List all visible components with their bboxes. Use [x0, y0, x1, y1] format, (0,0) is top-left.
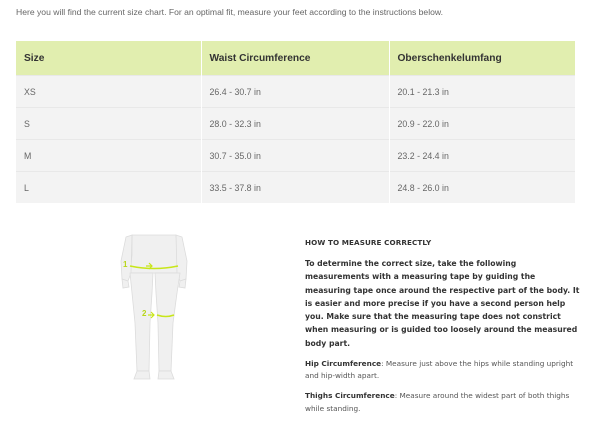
hip-text: : Measure just above the hips while standing upright and hip-width apart. [305, 359, 574, 381]
table-header-row [16, 41, 575, 76]
table-row [16, 172, 575, 204]
hip-label: Hip Circumference [305, 359, 382, 369]
intro-text: Here you will find the current size chart. For an optimal fit, measure your feet according to the instructions below. [16, 7, 444, 17]
header-thigh: Oberschenkelumfang [389, 41, 575, 76]
size-chart-table [16, 41, 575, 203]
table-row [16, 140, 575, 172]
cell-waist: 33.5 - 37.8 in [201, 172, 389, 204]
header-waist: Waist Circumference [201, 41, 389, 76]
table-row [16, 76, 575, 108]
thigh-text: : Measure around the widest part of both thighs while standing. [305, 391, 570, 413]
cell-waist: 28.0 - 32.3 in [201, 108, 389, 140]
table-row [16, 108, 575, 140]
cell-size: M [16, 140, 201, 172]
how-to-lead-text: To determine the correct size, take the following measurements with a measuring tape by guiding the measuring tape once around the respective part of the body. It is easier and more precise if you have a second person help you. Make sure that the measuring tape does not constrict when measuring or is guided too loosely around the measured body part. [305, 259, 580, 348]
thigh-instruction [305, 390, 580, 414]
header-size: Size [16, 41, 201, 76]
cell-size: S [16, 108, 201, 140]
cell-thigh: 20.1 - 21.3 in [389, 76, 575, 108]
cell-size: XS [16, 76, 201, 108]
measurement-figure [104, 233, 204, 383]
body-outline-illustration [104, 233, 204, 383]
thigh-label: Thighs Circumference [305, 391, 395, 401]
cell-waist: 26.4 - 30.7 in [201, 76, 389, 108]
cell-size: L [16, 172, 201, 204]
marker-1-label: 1 [123, 260, 128, 269]
how-to-title: HOW TO MEASURE CORRECTLY [305, 238, 432, 247]
cell-waist: 30.7 - 35.0 in [201, 140, 389, 172]
hip-instruction [305, 358, 580, 382]
cell-thigh: 20.9 - 22.0 in [389, 108, 575, 140]
cell-thigh: 23.2 - 24.4 in [389, 140, 575, 172]
cell-thigh: 24.8 - 26.0 in [389, 172, 575, 204]
how-to-measure-section [305, 238, 580, 423]
marker-2-label: 2 [142, 309, 147, 318]
